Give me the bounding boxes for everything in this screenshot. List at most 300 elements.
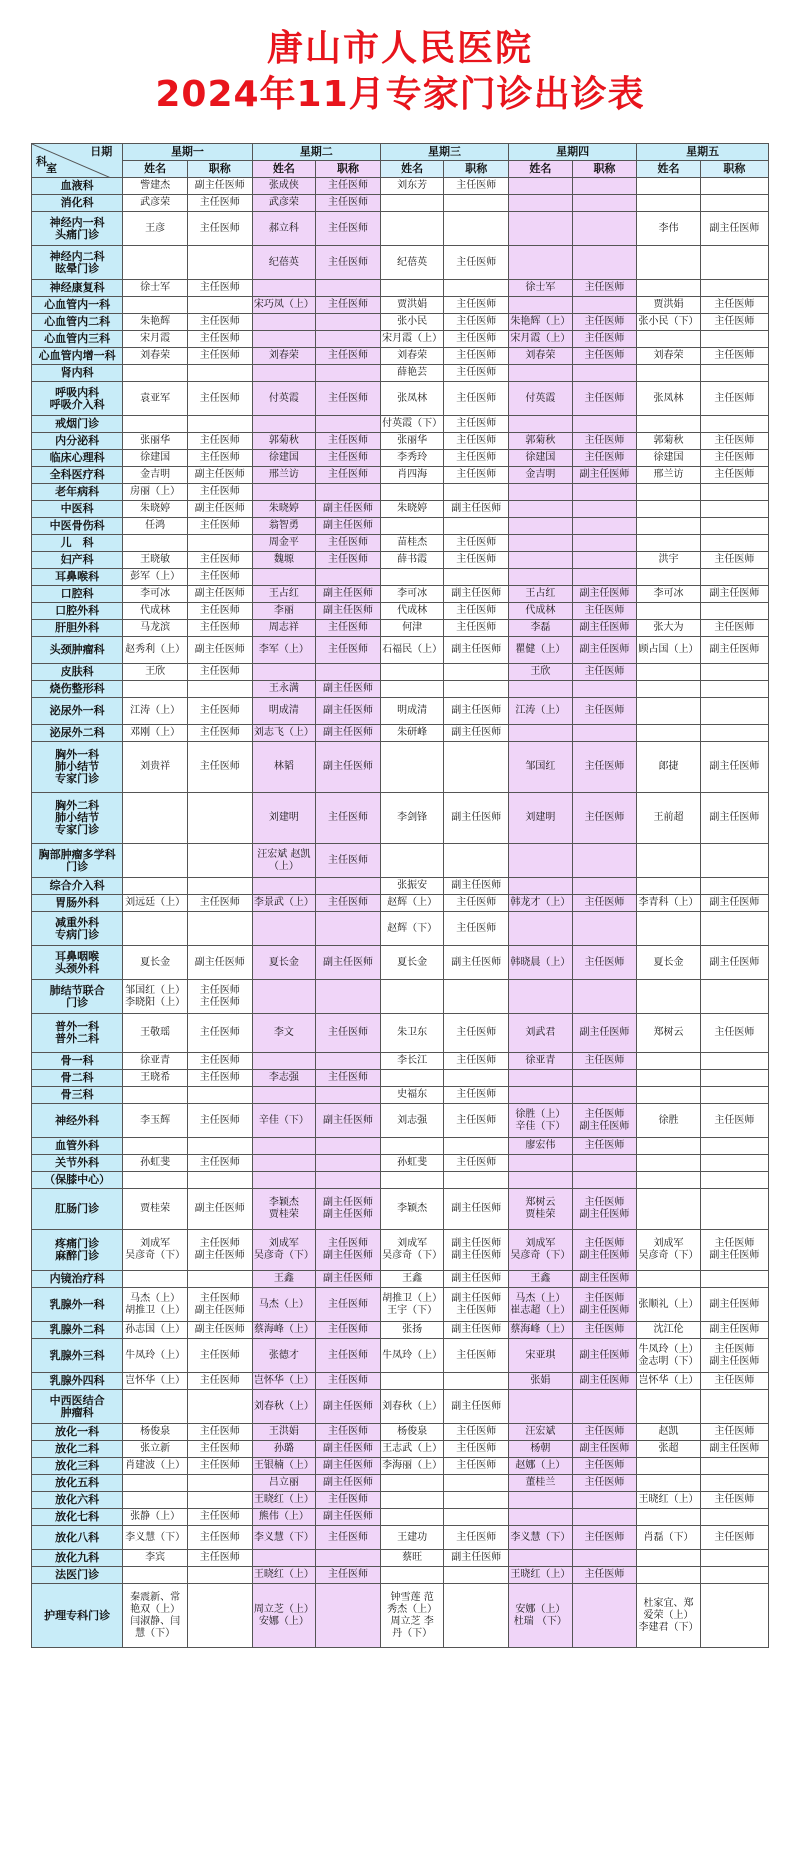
doctor-name-cell [637,1014,701,1053]
doctor-name-cell [380,450,444,467]
doctor-name-cell [252,725,316,742]
doctor-name-cell [637,331,701,348]
dept-name: 放化一科 [55,1425,100,1438]
doctor-name: 李磊 [530,622,551,633]
doctor-name-cell [509,178,573,195]
doctor-title-cell [700,1230,768,1271]
doctor-title: 主任医师 [714,392,755,404]
doctor-name: 代成林 [140,605,171,616]
doctor-name-cell [637,912,701,946]
doctor-name-cell [123,416,188,433]
doctor-title: 副主任医师 [709,644,760,655]
doctor-title-cell [572,1441,637,1458]
doctor-title-cell [444,1458,509,1475]
doctor-name-cell [123,603,188,620]
doctor-name: 李景武（上） [253,897,314,908]
doctor-title-cell [316,1189,381,1230]
doctor-name: 王占红 [525,588,556,599]
doctor-name: 朱晓婷 [268,503,299,514]
doctor-name-cell [380,844,444,878]
doctor-title-cell [572,1288,637,1322]
doctor-name-cell [509,1550,573,1567]
doctor-name-cell [252,501,316,518]
doctor-name: 薛书霞 [397,554,428,565]
doctor-title-cell [572,348,637,365]
dept-name: 临床心理科 [49,451,105,464]
doctor-title-cell [187,844,252,878]
doctor-title: 副主任医师 [323,1114,373,1126]
doctor-name-cell [509,467,573,484]
doctor-title: 主任医师 [584,333,625,344]
doctor-title-cell [316,1322,381,1339]
doctor-title-cell [187,195,252,212]
doctor-title-cell [700,280,768,297]
doctor-title-cell [444,178,509,195]
doctor-title: 主任医师 [714,1114,755,1126]
dept-cell [32,1584,123,1648]
dept-name: 口腔科 [60,587,94,600]
doctor-title-cell [444,1070,509,1087]
doctor-title: 副主任医师 [451,956,502,968]
doctor-title: 主任医师 [328,1531,368,1543]
doctor-name-cell [637,1550,701,1567]
doctor-name-cell [123,664,188,681]
doctor-title-cell [187,365,252,382]
doctor-title-cell [700,1053,768,1070]
doctor-title-cell [572,433,637,450]
doctor-title-cell [444,1390,509,1424]
doctor-name-cell [509,1567,573,1584]
doctor-name-cell [380,382,444,416]
doctor-name: 岂怀华（上） [125,1375,186,1386]
schedule-row [32,725,769,742]
doctor-title-cell [187,742,252,793]
doctor-title-cell [444,1567,509,1584]
doctor-name-cell [123,569,188,586]
doctor-name-cell [637,1138,701,1155]
doctor-name-cell [637,586,701,603]
doctor-title: 主任医师 [328,180,368,191]
doctor-name: 安娜（上） 杜瑞 （下） [513,1603,567,1627]
doctor-title-cell [572,793,637,844]
doctor-title: 主任医师 [584,897,625,908]
doctor-name-cell [123,912,188,946]
doctor-title-cell [444,518,509,535]
schedule-row [32,552,769,569]
doctor-title: 副主任医师 [451,644,502,655]
doctor-title: 副主任医师 [194,588,245,599]
doctor-title-cell [572,1322,637,1339]
doctor-name-cell [123,535,188,552]
doctor-title-cell [187,1230,252,1271]
title-header: 职称 [316,161,381,178]
doctor-name-cell [637,1189,701,1230]
dept-name: 内分泌科 [55,434,100,447]
dept-name: 放化八科 [55,1530,100,1544]
doctor-title-cell [316,681,381,698]
corner-day-label: 日期 [90,145,113,158]
doctor-name-cell [637,348,701,365]
doctor-title: 副主任医师 [579,1375,630,1386]
doctor-title-cell [572,1189,637,1230]
doctor-title-cell [444,681,509,698]
doctor-name: 宋月霞（上） [510,333,571,344]
doctor-name: 肖四海 [397,469,428,480]
doctor-name-cell [509,1053,573,1070]
doctor-name-cell [123,895,188,912]
doctor-name-cell [509,484,573,501]
doctor-name-cell [509,1138,573,1155]
doctor-title: 主任医师 [328,469,368,480]
doctor-name-cell [123,1390,188,1424]
doctor-name-cell [637,742,701,793]
doctor-title-cell [316,1584,381,1648]
doctor-title-cell [572,742,637,793]
doctor-title-cell [700,501,768,518]
schedule-row [32,348,769,365]
doctor-name: 廖宏伟 [525,1140,556,1151]
doctor-name: 贾桂荣 [140,1203,171,1214]
doctor-name: 夏长金 [268,956,299,968]
doctor-title: 副主任医师 [579,1349,630,1361]
schedule-row [32,878,769,895]
doctor-title: 主任医师 [328,897,368,908]
doctor-name: 刘志飞（上） [253,727,314,738]
schedule-row [32,1458,769,1475]
doctor-name-cell [637,793,701,844]
doctor-name-cell [637,620,701,637]
doctor-title: 主任医师 [199,486,240,497]
doctor-title: 主任医师 副主任医师 [579,1292,630,1316]
doctor-name-cell [252,195,316,212]
doctor-title-cell [700,878,768,895]
doctor-name: 史福东 [397,1089,428,1100]
doctor-name-cell [637,569,701,586]
doctor-name-cell [380,1475,444,1492]
doctor-title-cell [316,484,381,501]
dept-cell [32,1053,123,1070]
doctor-title-cell [444,586,509,603]
doctor-title-cell [444,1138,509,1155]
doctor-title: 主任医师 [328,1324,368,1335]
doctor-name-cell [123,314,188,331]
doctor-title: 主任医师 [584,392,625,404]
doctor-title-cell [316,878,381,895]
dept-cell [32,501,123,518]
dept-name: 头颈肿瘤科 [49,643,105,656]
doctor-title-cell [316,1441,381,1458]
doctor-title: 主任医师 [328,644,368,655]
doctor-title: 主任医师 [199,554,240,565]
doctor-title: 主任医师 [456,299,497,310]
doctor-title-cell [444,552,509,569]
doctor-title-cell [700,1155,768,1172]
doctor-title-cell [187,1458,252,1475]
doctor-name: 李可冰 [140,588,171,599]
doctor-name: 刘成军 吴彦奇（下） [638,1238,699,1261]
dept-name: 烧伤整形科 [49,682,105,695]
doctor-name: 杜家宜、郑 爱荣（上） 李建君（下） [638,1597,699,1633]
doctor-name: 明成清 [268,705,299,716]
doctor-title: 主任医师 [199,571,240,582]
doctor-title-cell [316,725,381,742]
doctor-name: 肖磊（下） [643,1531,694,1543]
doctor-title-cell [572,603,637,620]
doctor-title-cell [700,195,768,212]
doctor-title: 主任医师 [328,350,368,361]
doctor-name-cell [123,946,188,980]
doctor-title: 主任医师 [456,418,497,429]
doctor-name: 夏长金 [140,956,171,968]
doctor-name-cell [252,1567,316,1584]
doctor-name-cell [509,348,573,365]
doctor-title-cell [700,698,768,725]
doctor-title: 副主任医师 [194,469,245,480]
dept-name: 放化六科 [55,1493,100,1506]
doctor-title-cell [572,980,637,1014]
dept-name: 胸外二科 肺小结节 专家门诊 [55,799,100,836]
doctor-name: 张小民 [397,316,428,327]
doctor-name: 朱晓婷 [397,503,428,514]
doctor-title: 主任医师 [584,316,625,327]
doctor-title-cell [187,793,252,844]
doctor-title-cell [444,1230,509,1271]
schedule-row [32,844,769,878]
hospital-title: 唐山市人民医院 [266,28,533,69]
doctor-name-cell [509,416,573,433]
doctor-title-cell [316,1230,381,1271]
doctor-title-cell [444,297,509,314]
doctor-title-cell [572,280,637,297]
doctor-title-cell [700,1567,768,1584]
dept-cell [32,793,123,844]
doctor-title-cell [700,569,768,586]
doctor-name-cell [637,1390,701,1424]
dept-name: 口腔外科 [55,604,100,617]
doctor-title: 主任医师 [199,666,240,677]
doctor-name: 金吉明 [140,469,171,480]
doctor-name: 沈江伦 [653,1324,684,1335]
doctor-name: 刘春荣 [140,350,171,361]
dept-cell [32,664,123,681]
doctor-name: 李青科（上） [638,897,699,908]
doctor-title: 主任医师 [714,452,755,463]
doctor-title-cell [316,946,381,980]
doctor-title-cell [444,1053,509,1070]
doctor-title-cell [700,946,768,980]
doctor-title: 主任医师 [456,1531,497,1543]
doctor-title-cell [187,1104,252,1138]
doctor-name: 牛凤玲（上） 金志明（下） [638,1343,699,1367]
dept-cell [32,297,123,314]
doctor-name-cell [252,1155,316,1172]
doctor-title-cell [700,1492,768,1509]
doctor-name-cell [637,664,701,681]
doctor-title-cell [316,450,381,467]
doctor-title-cell [444,725,509,742]
doctor-title: 副主任医师 [709,1443,760,1454]
dept-cell [32,484,123,501]
doctor-title-cell [572,297,637,314]
doctor-name-cell [380,586,444,603]
doctor-name: 刘贵祥 [140,761,171,772]
doctor-name: 刘东芳 [397,180,428,191]
doctor-title: 副主任医师 [323,1273,373,1284]
doctor-name-cell [380,1104,444,1138]
doctor-name: 王晓红（上） [638,1494,699,1505]
doctor-name: 李宾 [145,1552,166,1563]
doctor-name: 张扬 [402,1324,423,1335]
doctor-title: 副主任医师 [323,1443,373,1454]
doctor-name-cell [123,433,188,450]
doctor-title-cell [700,1526,768,1550]
doctor-title-cell [444,878,509,895]
doctor-title: 副主任医师 [451,812,502,823]
doctor-name-cell [252,1424,316,1441]
doctor-name: 张德才 [268,1349,299,1361]
doctor-name: 徐胜 [658,1114,679,1126]
doctor-title-cell [316,586,381,603]
doctor-title-cell [316,382,381,416]
doctor-title-cell [572,946,637,980]
dept-cell [32,1014,123,1053]
doctor-name-cell [380,1189,444,1230]
doctor-title: 副主任医师 [194,1324,245,1335]
doctor-name: 李秀玲 [397,452,428,463]
dept-cell [32,1230,123,1271]
doctor-title-cell [444,1271,509,1288]
doctor-title: 主任医师 [714,299,755,310]
doctor-name: 武彦荣 [140,197,171,208]
doctor-title-cell [444,1424,509,1441]
doctor-title-cell [444,280,509,297]
doctor-title-cell [316,603,381,620]
doctor-name-cell [637,552,701,569]
doctor-name: 岂怀华（上） [253,1375,314,1386]
doctor-title-cell [700,246,768,280]
day-header-wed: 星期三 [380,144,508,161]
doctor-title-cell [444,946,509,980]
doctor-title-cell [572,1424,637,1441]
doctor-title: 主任医师 [714,622,755,633]
doctor-name-cell [252,365,316,382]
doctor-title: 主任医师 [714,554,755,565]
dept-name: 减重外科 专病门诊 [55,915,100,941]
doctor-name-cell [509,1509,573,1526]
doctor-name: 王洪娟 [268,1426,299,1437]
doctor-name: 王银楠（上） [253,1460,314,1471]
doctor-name-cell [637,1458,701,1475]
doctor-title-cell [700,742,768,793]
doctor-title-cell [572,1584,637,1648]
doctor-title-cell [572,467,637,484]
doctor-title: 主任医师 [456,256,497,268]
doctor-name: 顾占国（上） [638,644,699,655]
doctor-name-cell [252,1390,316,1424]
doctor-name: 刘成军 吴彦奇（下） [382,1238,443,1261]
doctor-title-cell [316,664,381,681]
doctor-name: 徐建国 [140,452,171,463]
doctor-title-cell [187,637,252,664]
doctor-name-cell [509,1189,573,1230]
day-header-thu: 星期四 [509,144,637,161]
doctor-name-cell [252,1014,316,1053]
doctor-title-cell [572,586,637,603]
schedule-row [32,484,769,501]
doctor-name-cell [252,569,316,586]
doctor-title: 主任医师 副主任医师 [194,1238,245,1261]
doctor-name-cell [380,664,444,681]
doctor-title: 主任医师 [714,1426,755,1437]
doctor-name: 张娟 [530,1375,551,1386]
doctor-name-cell [509,1230,573,1271]
doctor-name-cell [123,365,188,382]
doctor-name: 王彦 [145,222,166,234]
schedule-row [32,314,769,331]
doctor-name: 江涛（上） [515,705,566,716]
doctor-name-cell [509,195,573,212]
doctor-name-cell [637,246,701,280]
page [0,26,800,1856]
doctor-name-cell [252,1475,316,1492]
doctor-name-cell [380,1509,444,1526]
doctor-title-cell [187,1390,252,1424]
doctor-title-cell [700,1550,768,1567]
doctor-name-cell [637,1441,701,1458]
doctor-name-cell [637,382,701,416]
doctor-name-cell [252,1053,316,1070]
doctor-name-cell [123,1189,188,1230]
doctor-name-cell [637,1172,701,1189]
doctor-title: 副主任医师 [323,683,373,694]
dept-cell [32,467,123,484]
doctor-name-cell [123,1475,188,1492]
doctor-title: 主任医师 [456,1114,497,1126]
doctor-name-cell [509,844,573,878]
doctor-title-cell [316,280,381,297]
doctor-title-cell [444,1475,509,1492]
doctor-title-cell [444,912,509,946]
doctor-title-cell [572,844,637,878]
doctor-name-cell [380,1070,444,1087]
doctor-name: 蔡旺 [402,1552,423,1563]
schedule-row [32,331,769,348]
doctor-name: 马杰（上） 胡推卫（上） [125,1292,186,1316]
doctor-name: 胡推卫（上） 王宇（下） [382,1292,443,1316]
doctor-title: 主任医师 [328,256,368,268]
schedule-row [32,297,769,314]
doctor-title-cell [700,1441,768,1458]
doctor-title-cell [572,1567,637,1584]
doctor-name: 韩晓晨（上） [510,956,571,968]
doctor-name-cell [637,1322,701,1339]
doctor-name-cell [123,518,188,535]
doctor-name-cell [252,467,316,484]
doctor-title: 主任医师 [456,1349,497,1361]
doctor-name-cell [380,212,444,246]
doctor-name-cell [509,793,573,844]
doctor-name: 付英霞（下） [382,418,443,429]
doctor-title-cell [572,1339,637,1373]
doctor-name-cell [509,1172,573,1189]
doctor-title: 主任医师 [328,452,368,463]
doctor-name-cell [123,1138,188,1155]
doctor-title-cell [444,603,509,620]
doctor-name-cell [252,450,316,467]
doctor-title-cell [700,1475,768,1492]
doctor-name-cell [123,698,188,725]
dept-name: 中医骨伤科 [49,519,105,532]
